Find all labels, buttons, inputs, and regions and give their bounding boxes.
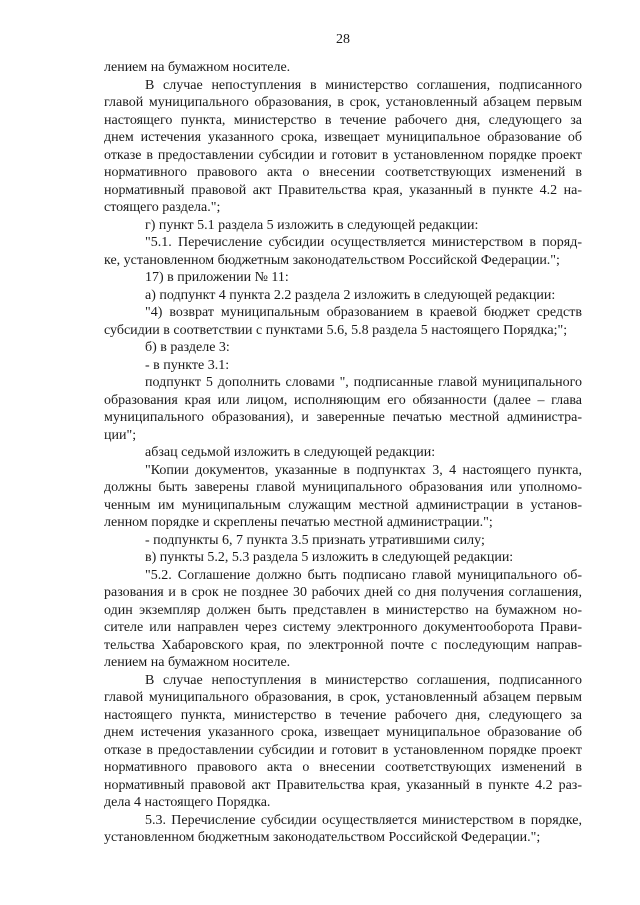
text-line: а) подпункт 4 пункта 2.2 раздела 2 изложить в следующей редакции: [145,287,556,303]
text-line: 5.3. Перечисление субсидии осуществляется министерством в порядке, [145,812,582,828]
text-line: в) пункты 5.2, 5.3 раздела 5 изложить в следующей редакции: [145,550,514,565]
paragraph [104,304,582,339]
text-line: г) пункт 5.1 раздела 5 изложить в следующей редакции: [145,217,479,233]
text-line: днем истечения указанного срока, извещает муниципальное образование об [104,725,582,740]
paragraph [104,374,582,444]
text-line: лением на бумажном носителе. [104,655,291,670]
text-line: нормативный правовой акт Правительства края, указанный в пункте 4.2 раз- [104,777,582,793]
text-line: образования края или лицом, исполняющим его обязанности (далее – глава [104,392,582,408]
paragraph [104,234,582,269]
page-number: 28 [336,32,350,47]
text-line: "Копии документов, указанные в подпунктах 3, 4 настоящего пункта, [145,462,582,478]
paragraph [104,462,582,532]
paragraph [104,269,582,287]
text-line: ленном порядке и скреплены печатью местной администрации."; [104,515,493,530]
text-line: "5.1. Перечисление субсидии осуществляется министерством в поряд- [145,235,582,250]
text-line: - подпункты 6, 7 пункта 3.5 признать утратившими силу; [145,532,485,548]
paragraph [104,567,582,672]
text-line: - в пункте 3.1: [145,357,230,373]
paragraph [104,357,582,375]
paragraph [104,549,582,567]
text-line: б) в разделе 3: [145,340,230,355]
text-line: муниципального образования), и заверенные печатью местной администра- [104,410,582,425]
text-line: ке, установленном бюджетным законодательством Российской Федерации."; [104,252,560,268]
text-line: главой муниципального образования, в срок, установленный абзацем первым [104,690,582,705]
text-line: В случае непоступления в министерство соглашения, подписанного [145,77,582,93]
paragraph [104,59,582,77]
text-line: лением на бумажном носителе. [104,60,291,75]
paragraph [104,217,582,235]
paragraph [104,444,582,462]
text-line: главой муниципального образования, в срок, установленный абзацем первым [104,95,582,110]
paragraph [104,287,582,305]
text-line: нормативного правового акта о внесении соответствующих изменений в [104,165,582,180]
text-line: сителе или направлен через систему электронного документооборота Прави- [104,620,582,635]
text-line: ции"; [104,427,137,443]
text-line: установленном бюджетным законодательством Российской Федерации."; [104,830,541,845]
text-line: 17) в приложении № 11: [145,270,289,285]
paragraph [104,339,582,357]
paragraph [104,672,582,812]
text-line: В случае непоступления в министерство соглашения, подписанного [145,672,582,688]
text-line: субсидии в соответствии с пунктами 5.6, 5.8 раздела 5 настоящего Порядка;"; [104,322,568,338]
document-body [104,59,582,847]
paragraph [104,77,582,217]
text-line: нормативного правового акта о внесении соответствующих изменений в [104,760,582,775]
text-line: днем истечения указанного срока, извещает муниципальное образование об [104,130,582,145]
text-line: ченным им муниципальным служащим местной администрации в установ- [104,497,582,513]
text-line: должны быть заверены главой муниципального образования или уполномо- [104,480,582,495]
text-line: один экземпляр должен быть представлен в министерство на бумажном но- [104,602,582,618]
text-line: дела 4 настоящего Порядка. [104,795,271,810]
text-line: стоящего раздела."; [104,200,221,215]
text-line: отказе в предоставлении субсидии и готовит в установленном порядке проект [104,147,582,163]
paragraph [104,532,582,550]
text-line: "4) возврат муниципальным образованием в краевой бюджет средств [145,305,582,320]
paragraph [104,812,582,847]
text-line: подпункт 5 дополнить словами ", подписанные главой муниципального [145,375,582,390]
text-line: настоящего пункта, министерство в течение рабочего дня, следующего за [104,112,582,128]
text-line: настоящего пункта, министерство в течение рабочего дня, следующего за [104,707,582,723]
text-line: тельства Хабаровского края, по электронной почте с последующим направ- [104,637,582,653]
text-line: отказе в предоставлении субсидии и готовит в установленном порядке проект [104,742,582,758]
text-line: абзац седьмой изложить в следующей редакции: [145,445,436,460]
text-line: "5.2. Соглашение должно быть подписано главой муниципального об- [145,567,582,583]
text-line: нормативный правовой акт Правительства края, указанный в пункте 4.2 на- [104,182,582,198]
text-line: разования и в срок не позднее 30 рабочих дней со дня получения соглашения, [104,585,582,600]
